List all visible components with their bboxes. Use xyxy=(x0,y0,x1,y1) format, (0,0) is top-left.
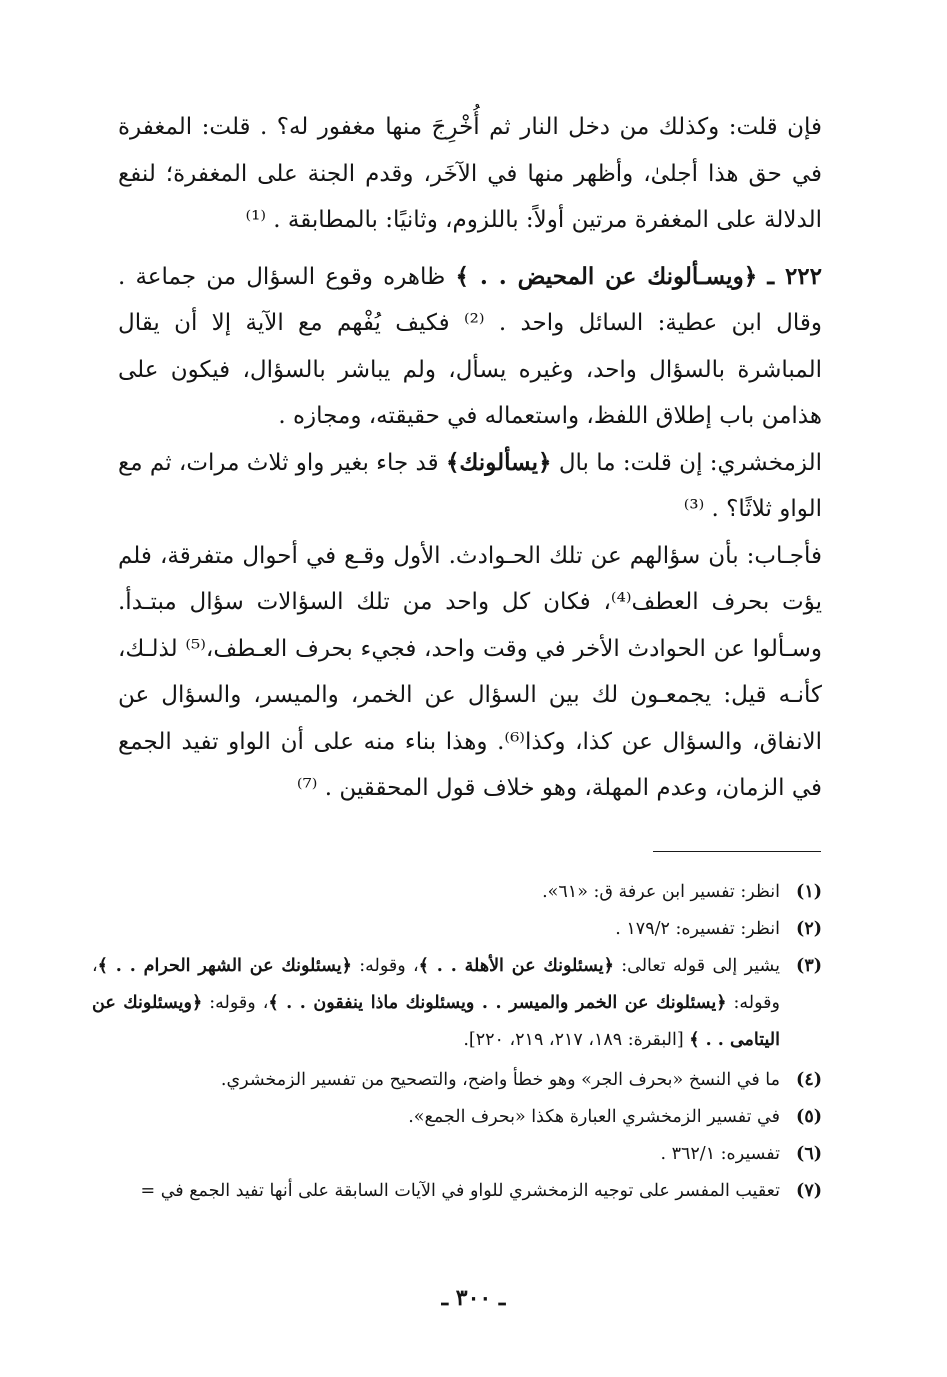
footnote-text: تفسيره: ٣٦٢/١ . xyxy=(660,1144,780,1164)
main-text xyxy=(118,104,822,812)
paragraph-1: فإن قلت: وكذلك من دخل النار ثم أُخْرِجَ منها مغفور له؟ . قلت: المغفرة في حق هذا أجلىٰ، وأظهر منها في الآخَر، وقدم الجنة على المغفرة؛ لنفع الدلالة على المغفرة مرتين أولاً: باللزوم، وثانيًا: بالمطابقة . ⁽¹⁾ xyxy=(118,114,822,233)
footnotes xyxy=(92,874,822,1210)
footnote-number: (١) xyxy=(796,882,822,902)
footnote xyxy=(92,1173,822,1210)
footnote-text xyxy=(92,948,780,1059)
footnote-text: في تفسير الزمخشري العبارة هكذا «بحرف الجمع». xyxy=(408,1107,780,1127)
paragraph-4: فأجـاب: بأن سؤالهم عن تلك الحـوادث. الأول وقـع في أحوال متفرقة، فلم يؤت بحرف العطف⁽⁴⁾، فكان كل واحد من تلك السؤالات سؤال مبتـدأ. وسـألوا عن الحوادث الأخر في وقت واحد، فجيء بحرف العـطف،⁽⁵⁾ لذلـك، كأنـه قيل: يجمعـون لك بين السؤال عن الخمر، والميسر، والسؤال عن الانفاق، والسؤال عن كذا، وكذا⁽⁶⁾. وهذا بناء منه على أن الواو تفيد الجمع في الزمان، وعدم المهلة، وهو خلاف قول المحققين . ⁽⁷⁾ xyxy=(118,542,823,801)
footnote-text-b: ، وقوله: xyxy=(359,956,419,976)
footnote-text: ما في النسخ «بحرف الجر» وهو خطأ واضح، والتصحيح من تفسير الزمخشري. xyxy=(220,1070,780,1090)
footnote-text: انظر: تفسير ابن عرفة ق: «٦١». xyxy=(542,882,780,902)
verse-number: ٢٢٢ ـ xyxy=(767,262,823,290)
footnote xyxy=(92,1062,822,1099)
footnote-number: (٢) xyxy=(796,919,822,939)
quran-quote: ﴿ويسئلونك عن اليتامى . . ﴾ xyxy=(92,993,780,1050)
footnote-number: (٦) xyxy=(796,1144,822,1164)
quran-quote: ﴿يسألونك﴾ xyxy=(445,448,552,476)
quran-quote: ﴿يسئلونك عن الشهر الحرام . . ﴾ xyxy=(97,956,352,976)
quran-quote: ﴿يسئلونك عن الخمر والميسر . . ويسئلونك ماذا ينفقون . . ﴾ xyxy=(268,993,727,1013)
footnote-text-d: ، وقوله: xyxy=(209,993,269,1013)
footnote-number: (٤) xyxy=(796,1070,822,1090)
quran-quote: ﴿يسئلونك عن الأهلة . . ﴾ xyxy=(418,956,614,976)
paragraph-3-text-a: الزمخشري: إن قلت: ما بال xyxy=(558,449,822,476)
footnote xyxy=(92,911,822,948)
footnote-text-c: ، وقوله: xyxy=(92,956,780,1013)
footnote-number: (٧) xyxy=(796,1181,822,1201)
paragraph-3-text-b: قد جاء بغير واو ثلاث مرات، ثم مع الواو ثلاثًا؟ . ⁽³⁾ xyxy=(118,449,822,522)
footnote-number: (٣) xyxy=(796,956,822,976)
paragraph-3 xyxy=(118,440,822,533)
footnote-number: (٥) xyxy=(796,1107,822,1127)
footnote-text: تعقيب المفسر على توجيه الزمخشري للواو في الآيات السابقة على أنها تفيد الجمع في = xyxy=(140,1181,780,1201)
footnote-text: انظر: تفسيره: ١٧٩/٢ . xyxy=(615,919,780,939)
footnote xyxy=(92,1136,822,1173)
footnote-text-a: يشير إلى قوله تعالى: xyxy=(621,956,780,976)
paragraph-2 xyxy=(118,254,822,440)
footnote xyxy=(92,948,822,1059)
quran-quote: ﴿ويسـألونك عن المحيض . . ﴾ xyxy=(455,262,758,290)
surah-reference: [البقرة: ١٨٩، ٢١٧، ٢١٩، ٢٢٠]. xyxy=(463,1030,684,1050)
page-number: ـ ٣٠٠ ـ xyxy=(441,1285,506,1311)
footnote xyxy=(92,874,822,911)
footnote-separator xyxy=(653,851,821,852)
footnote xyxy=(92,1099,822,1136)
paragraph-2-text: ظاهره وقوع السؤال من جماعة . وقال ابن عطية: السائل واحد . ⁽²⁾ فكيف يُفْهم مع الآية إلا أن يقال المباشرة بالسؤال واحد، وغيره يسأل، ولم يباشر بالسؤال، فيكون على هذامن باب إطلاق اللفظ، واستعماله في حقيقته، ومجازه . xyxy=(118,263,822,429)
